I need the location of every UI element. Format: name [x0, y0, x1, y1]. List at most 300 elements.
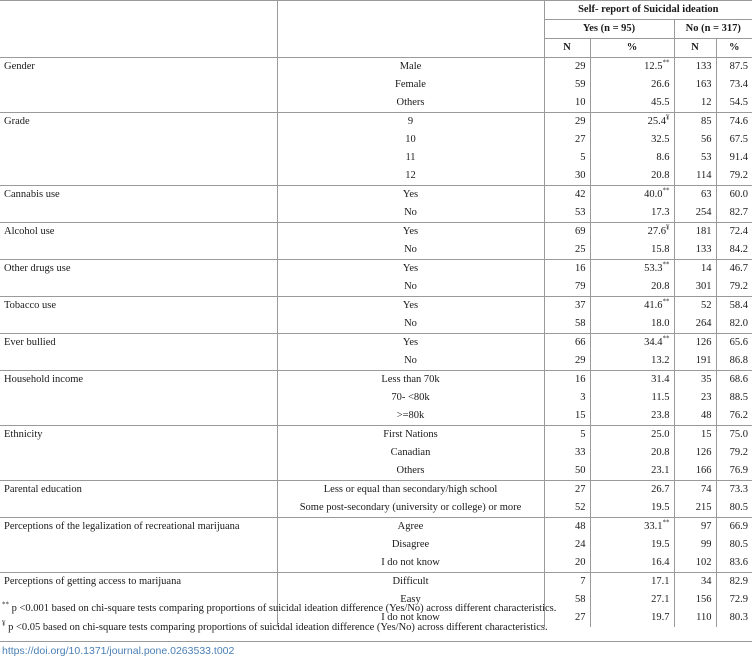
row-n-no: [674, 58, 716, 77]
row-category: [277, 536, 544, 554]
row-n-no: [674, 407, 716, 426]
row-n-yes: [544, 149, 590, 167]
row-n-yes: [544, 573, 590, 592]
row-pct-no-text: 67.5: [729, 134, 749, 145]
row-n-no-text: 23: [701, 392, 712, 403]
row-variable-text: Alcohol use: [4, 226, 55, 237]
footnote-2: [2, 619, 548, 633]
row-variable: [0, 389, 277, 407]
row-n-no-text: 85: [701, 116, 712, 127]
row-n-yes-text: 69: [575, 226, 586, 237]
row-pct-yes: [590, 481, 674, 500]
table-row: [0, 315, 752, 334]
row-pct-yes-text: 25.4: [647, 116, 666, 127]
row-pct-yes-text: 18.0: [651, 318, 670, 329]
row-pct-no: [716, 371, 752, 390]
row-n-no-text: 114: [696, 170, 712, 181]
row-pct-yes-text: 15.8: [651, 244, 670, 255]
row-pct-no: [716, 278, 752, 297]
table-row: [0, 518, 752, 537]
row-pct-no-text: 60.0: [729, 189, 749, 200]
row-n-no-text: 35: [701, 374, 712, 385]
row-category: [277, 554, 544, 573]
row-pct-no-text: 76.2: [729, 410, 749, 421]
footer-divider: [0, 641, 752, 642]
row-pct-yes-text: 45.5: [651, 97, 670, 108]
row-pct-yes-text: 11.5: [651, 392, 670, 403]
row-n-no: [674, 149, 716, 167]
row-category-text: Others: [396, 465, 425, 476]
row-pct-no-text: 73.3: [729, 484, 749, 495]
row-pct-yes-text: 33.1: [644, 521, 663, 532]
row-n-no: [674, 297, 716, 316]
row-n-no-text: 63: [701, 189, 712, 200]
significance-mark: ¥: [666, 223, 670, 232]
row-pct-no: [716, 58, 752, 77]
row-pct-no: [716, 167, 752, 186]
significance-mark: **: [662, 518, 670, 527]
row-pct-yes-text: 23.8: [651, 410, 670, 421]
row-n-no-text: 126: [695, 337, 712, 348]
row-category: [277, 58, 544, 77]
row-variable-text: Grade: [4, 116, 30, 127]
row-pct-no: [716, 426, 752, 445]
row-n-yes: [544, 186, 590, 205]
row-category: [277, 260, 544, 279]
row-category-text: Others: [396, 97, 425, 108]
row-category-text: Yes: [402, 337, 419, 348]
table-row: [0, 278, 752, 297]
row-n-no-text: 133: [695, 61, 712, 72]
row-category-text: Agree: [397, 521, 424, 532]
row-pct-no: [716, 297, 752, 316]
row-category-text: Some post-secondary (university or college) or more: [299, 502, 522, 513]
row-n-yes-text: 52: [575, 502, 586, 513]
row-n-yes-text: 29: [575, 355, 586, 366]
row-n-yes-text: 48: [575, 521, 586, 532]
row-n-no: [674, 334, 716, 353]
row-pct-no: [716, 186, 752, 205]
row-n-yes: [544, 334, 590, 353]
row-n-yes-text: 30: [575, 170, 586, 181]
row-n-yes-text: 33: [575, 447, 586, 458]
row-category: [277, 389, 544, 407]
significance-mark: **: [662, 297, 670, 306]
row-n-yes: [544, 260, 590, 279]
row-pct-no-text: 75.0: [729, 429, 749, 440]
row-pct-no: [716, 536, 752, 554]
row-category: [277, 352, 544, 371]
row-category: [277, 315, 544, 334]
row-pct-no: [716, 462, 752, 481]
row-category: [277, 518, 544, 537]
doi-link[interactable]: https://doi.org/10.1371/journal.pone.0263533.t002: [2, 645, 235, 657]
footnote-1-text: p <0.001 based on chi-square tests comparing proportions of suicidal ideation difference (Yes/No) across different characteristics.: [9, 603, 557, 614]
row-pct-yes-text: 40.0: [644, 189, 663, 200]
row-category-text: No: [404, 318, 417, 329]
row-pct-yes-text: 26.7: [651, 484, 670, 495]
row-n-no-text: 53: [701, 152, 712, 163]
table-row: [0, 481, 752, 500]
row-pct-no-text: 91.4: [729, 152, 749, 163]
row-n-no: [674, 186, 716, 205]
row-variable: [0, 278, 277, 297]
row-n-yes-text: 27: [575, 484, 586, 495]
super-title: Self- report of Suicidal ideation: [544, 1, 752, 20]
row-n-yes-text: 66: [575, 337, 586, 348]
row-pct-no-text: 79.2: [729, 447, 749, 458]
row-n-no-text: 126: [695, 447, 712, 458]
row-n-no-text: 52: [701, 300, 712, 311]
row-pct-yes-text: 31.4: [651, 374, 670, 385]
row-pct-yes: [590, 591, 674, 609]
row-variable: [0, 407, 277, 426]
table-row: [0, 260, 752, 279]
row-n-no: [674, 481, 716, 500]
table-row: [0, 499, 752, 518]
row-n-no-text: 133: [695, 244, 712, 255]
row-category-text: Less or equal than secondary/high school: [323, 484, 498, 495]
row-pct-yes: [590, 241, 674, 260]
row-n-yes-text: 16: [575, 263, 586, 274]
row-pct-yes-text: 20.8: [651, 281, 670, 292]
row-category-text: >=80k: [396, 410, 425, 421]
significance-mark: **: [662, 186, 670, 195]
table-row: [0, 186, 752, 205]
row-pct-no: [716, 591, 752, 609]
row-pct-no: [716, 131, 752, 149]
row-n-no: [674, 573, 716, 592]
table-row: [0, 76, 752, 94]
row-variable: [0, 131, 277, 149]
table-row: [0, 407, 752, 426]
row-n-no-text: 14: [701, 263, 712, 274]
row-pct-yes-text: 16.4: [651, 557, 670, 568]
row-pct-no: [716, 407, 752, 426]
row-pct-yes-text: 17.3: [651, 207, 670, 218]
row-variable: [0, 260, 277, 279]
col-n-yes: N: [544, 39, 590, 58]
row-n-yes: [544, 167, 590, 186]
row-n-no-text: 99: [701, 539, 712, 550]
row-variable-text: Ever bullied: [4, 337, 56, 348]
row-variable: [0, 536, 277, 554]
table-row: [0, 113, 752, 132]
table-row: [0, 462, 752, 481]
col-n-no: N: [674, 39, 716, 58]
row-n-no: [674, 462, 716, 481]
row-n-no: [674, 444, 716, 462]
row-category: [277, 94, 544, 113]
row-category-text: Yes: [402, 226, 419, 237]
table-row: [0, 94, 752, 113]
row-pct-yes: [590, 315, 674, 334]
row-category-text: No: [404, 355, 417, 366]
row-category: [277, 444, 544, 462]
table-row: [0, 131, 752, 149]
row-variable: [0, 58, 277, 77]
row-n-no-text: 191: [695, 355, 712, 366]
row-variable-text: Tobacco use: [4, 300, 57, 311]
row-pct-no: [716, 499, 752, 518]
row-n-yes-text: 25: [575, 244, 586, 255]
row-pct-yes-text: 26.6: [651, 79, 670, 90]
row-category: [277, 462, 544, 481]
row-pct-no-text: 82.9: [729, 576, 749, 587]
row-n-no-text: 102: [695, 557, 712, 568]
row-pct-no: [716, 389, 752, 407]
row-category-text: Yes: [402, 189, 419, 200]
row-pct-yes: [590, 186, 674, 205]
header-row-3: [0, 39, 752, 58]
row-n-no-text: 166: [695, 465, 712, 476]
row-pct-yes: [590, 573, 674, 592]
row-pct-no-text: 86.8: [729, 355, 749, 366]
row-n-yes: [544, 426, 590, 445]
row-pct-yes-text: 19.5: [651, 539, 670, 550]
row-variable: [0, 444, 277, 462]
row-n-no-text: 34: [701, 576, 712, 587]
row-variable: [0, 481, 277, 500]
row-pct-yes: [590, 609, 674, 627]
row-variable: [0, 76, 277, 94]
row-pct-yes: [590, 297, 674, 316]
row-n-yes-text: 20: [575, 557, 586, 568]
row-n-yes-text: 37: [575, 300, 586, 311]
row-pct-no: [716, 223, 752, 242]
row-n-yes: [544, 113, 590, 132]
row-pct-yes: [590, 76, 674, 94]
row-n-yes-text: 58: [575, 594, 586, 605]
row-pct-yes-text: 27.6: [647, 226, 666, 237]
row-category: [277, 481, 544, 500]
row-n-no: [674, 426, 716, 445]
row-variable-text: Household income: [4, 374, 84, 385]
row-pct-yes: [590, 149, 674, 167]
row-n-yes-text: 29: [575, 61, 586, 72]
row-n-yes: [544, 389, 590, 407]
row-variable: [0, 186, 277, 205]
row-n-no: [674, 536, 716, 554]
row-n-yes-text: 59: [575, 79, 586, 90]
row-n-yes-text: 42: [575, 189, 586, 200]
row-n-yes: [544, 58, 590, 77]
row-n-yes: [544, 407, 590, 426]
row-pct-yes-text: 34.4: [644, 337, 663, 348]
row-pct-yes-text: 27.1: [651, 594, 670, 605]
row-n-yes-text: 15: [575, 410, 586, 421]
table-row: [0, 371, 752, 390]
row-category-text: 10: [405, 134, 416, 145]
row-n-no: [674, 76, 716, 94]
row-n-no: [674, 591, 716, 609]
row-variable: [0, 518, 277, 537]
table-row: [0, 334, 752, 353]
row-n-no: [674, 204, 716, 223]
row-n-no: [674, 499, 716, 518]
footnote-1: [2, 600, 557, 614]
row-pct-yes: [590, 113, 674, 132]
row-category-text: Less than 70k: [381, 374, 440, 385]
row-pct-no: [716, 609, 752, 627]
significance-mark: **: [662, 58, 670, 67]
row-variable-text: Ethnicity: [4, 429, 43, 440]
row-pct-no: [716, 481, 752, 500]
table-body: [0, 58, 752, 628]
row-n-yes: [544, 76, 590, 94]
row-pct-yes: [590, 389, 674, 407]
group-no-header: No (n = 317): [674, 20, 752, 39]
row-pct-no: [716, 204, 752, 223]
row-n-yes: [544, 241, 590, 260]
row-pct-yes-text: 17.1: [651, 576, 670, 587]
row-pct-no-text: 74.6: [729, 116, 749, 127]
table-row: [0, 149, 752, 167]
row-n-yes-text: 3: [580, 392, 586, 403]
row-category: [277, 573, 544, 592]
row-pct-no: [716, 241, 752, 260]
row-pct-yes: [590, 407, 674, 426]
row-category: [277, 167, 544, 186]
row-category: [277, 426, 544, 445]
row-pct-no-text: 65.6: [729, 337, 749, 348]
row-n-yes: [544, 352, 590, 371]
row-n-yes: [544, 518, 590, 537]
row-pct-yes-text: 32.5: [651, 134, 670, 145]
row-n-yes: [544, 536, 590, 554]
row-variable-text: Cannabis use: [4, 189, 60, 200]
row-pct-no-text: 72.9: [729, 594, 749, 605]
row-n-yes-text: 16: [575, 374, 586, 385]
row-category-text: 11: [405, 152, 416, 163]
row-pct-yes-text: 13.2: [651, 355, 670, 366]
group-yes-header: Yes (n = 95): [544, 20, 674, 39]
row-category-text: 9: [407, 116, 414, 127]
row-variable: [0, 462, 277, 481]
row-pct-yes-text: 20.8: [651, 447, 670, 458]
row-n-yes-text: 7: [580, 576, 586, 587]
row-n-no: [674, 518, 716, 537]
row-pct-no: [716, 94, 752, 113]
row-variable: [0, 315, 277, 334]
row-category: [277, 371, 544, 390]
row-category-text: I do not know: [381, 612, 440, 623]
row-pct-no: [716, 334, 752, 353]
row-pct-no-text: 79.2: [729, 281, 749, 292]
row-category-text: Difficult: [392, 576, 429, 587]
row-variable-text: Perceptions of the legalization of recreational marijuana: [4, 521, 240, 532]
row-pct-no: [716, 315, 752, 334]
row-n-yes: [544, 223, 590, 242]
row-n-no: [674, 223, 716, 242]
row-pct-no-text: 58.4: [729, 300, 749, 311]
row-category: [277, 131, 544, 149]
row-category-text: I do not know: [381, 557, 440, 568]
row-pct-yes: [590, 204, 674, 223]
row-n-no: [674, 94, 716, 113]
row-pct-yes: [590, 462, 674, 481]
row-pct-yes: [590, 518, 674, 537]
row-n-yes-text: 27: [575, 612, 586, 623]
row-n-no-text: 74: [701, 484, 712, 495]
row-pct-no: [716, 518, 752, 537]
row-n-no-text: 254: [695, 207, 712, 218]
row-n-yes-text: 24: [575, 539, 586, 550]
row-pct-yes: [590, 536, 674, 554]
row-n-yes: [544, 499, 590, 518]
row-category-text: Disagree: [391, 539, 430, 550]
row-category: [277, 149, 544, 167]
row-pct-no-text: 88.5: [729, 392, 749, 403]
row-category: [277, 407, 544, 426]
table-row: [0, 426, 752, 445]
row-variable: [0, 371, 277, 390]
table-row: [0, 167, 752, 186]
row-pct-no: [716, 113, 752, 132]
row-variable: [0, 426, 277, 445]
row-pct-no-text: 82.0: [729, 318, 749, 329]
row-pct-no-text: 82.7: [729, 207, 749, 218]
col-pct-yes: %: [590, 39, 674, 58]
row-n-no-text: 181: [695, 226, 712, 237]
row-category: [277, 499, 544, 518]
row-n-no: [674, 352, 716, 371]
row-n-yes: [544, 444, 590, 462]
row-n-no: [674, 241, 716, 260]
row-pct-yes-text: 12.5: [644, 61, 663, 72]
row-pct-no-text: 54.5: [729, 97, 749, 108]
row-n-no-text: 12: [701, 97, 712, 108]
row-variable: [0, 297, 277, 316]
row-n-no: [674, 609, 716, 627]
row-pct-yes-text: 19.5: [651, 502, 670, 513]
row-pct-no: [716, 352, 752, 371]
row-category-text: No: [404, 244, 417, 255]
row-pct-yes: [590, 444, 674, 462]
row-category-text: Male: [399, 61, 422, 72]
row-pct-no-text: 72.4: [729, 226, 749, 237]
row-category-text: Female: [395, 79, 426, 90]
row-category-text: 12: [405, 170, 416, 181]
row-n-no: [674, 371, 716, 390]
row-variable: [0, 149, 277, 167]
row-variable: [0, 167, 277, 186]
row-pct-no-text: 80.5: [729, 502, 749, 513]
row-n-yes: [544, 131, 590, 149]
row-pct-no: [716, 444, 752, 462]
row-pct-no-text: 68.6: [729, 374, 749, 385]
row-pct-no-text: 87.5: [729, 61, 749, 72]
row-variable: [0, 499, 277, 518]
row-variable: [0, 113, 277, 132]
row-n-yes: [544, 481, 590, 500]
row-pct-no: [716, 554, 752, 573]
row-pct-yes: [590, 131, 674, 149]
row-variable: [0, 223, 277, 242]
row-variable: [0, 241, 277, 260]
row-pct-yes: [590, 426, 674, 445]
row-pct-no-text: 73.4: [729, 79, 749, 90]
row-n-yes: [544, 462, 590, 481]
row-pct-yes: [590, 371, 674, 390]
row-category-text: No: [404, 207, 417, 218]
row-pct-no: [716, 260, 752, 279]
table-row: [0, 223, 752, 242]
row-n-no-text: 163: [695, 79, 712, 90]
row-n-no-text: 56: [701, 134, 712, 145]
row-pct-no-text: 79.2: [729, 170, 749, 181]
row-n-yes-text: 10: [575, 97, 586, 108]
